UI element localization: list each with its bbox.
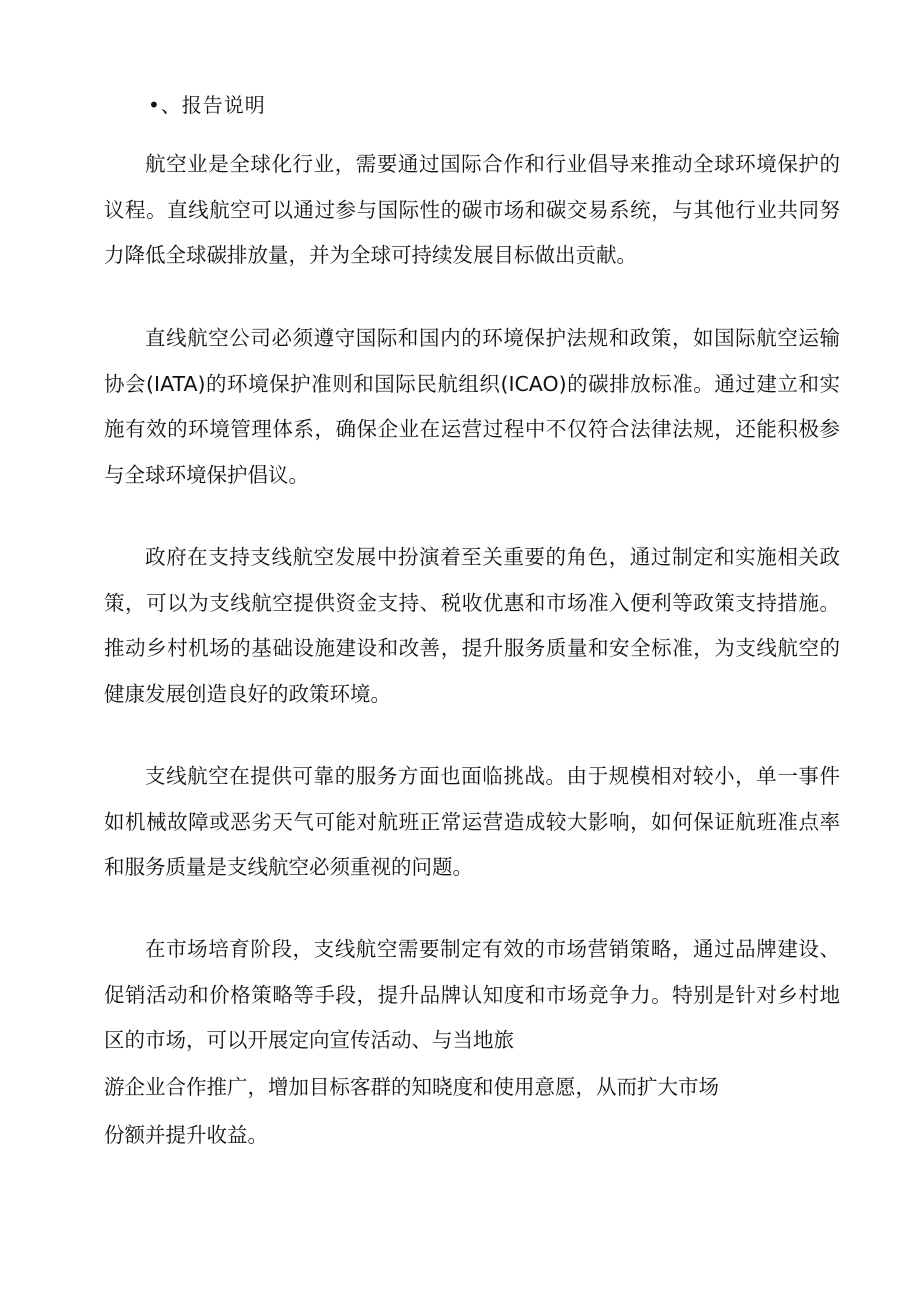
paragraph-government-support: 政府在支持支线航空发展中扮演着至关重要的角色，通过制定和实施相关政策，可以为支线航空提供资金支持、税收优惠和市场准入便利等政策支持措施。推动乡村机场的基础设施建设和改善，提升服务质量和安全标准，为支线航空的健康发展创造良好的政策环境。: [104, 545, 840, 706]
paragraph-regulations: 直线航空公司必须遵守国际和国内的环境保护法规和政策，如国际航空运输协会(IATA)的环境保护准则和国际民航组织(ICAO)的碳排放标准。通过建立和实施有效的环境管理体系，确保企业在运营过程中不仅符合法律法规，还能积极参与全球环境保护倡议。: [104, 326, 840, 487]
paragraph-global-cooperation: 航空业是全球化行业，需要通过国际合作和行业倡导来推动全球环境保护的议程。直线航空可以通过参与国际性的碳市场和碳交易系统，与其他行业共同努力降低全球碳排放量，并为全球可持续发展目标做出贡献。: [104, 152, 840, 267]
paragraph-final-line: 份额并提升收益。: [104, 1123, 268, 1147]
paragraph-service-challenges: 支线航空在提供可靠的服务方面也面临挑战。由于规模相对较小，单一事件如机械故障或恶劣天气可能对航班正常运营造成较大影响，如何保证航班准点率和服务质量是支线航空必须重视的问题。: [104, 764, 840, 879]
section-heading: •、报告说明: [148, 93, 266, 117]
paragraph-continuation-line: 游企业合作推广，增加目标客群的知晓度和使用意愿，从而扩大市场: [104, 1075, 719, 1099]
paragraph-market-cultivation: 在市场培育阶段，支线航空需要制定有效的市场营销策略，通过品牌建设、促销活动和价格策略等手段，提升品牌认知度和市场竞争力。特别是针对乡村地区的市场，可以开展定向宣传活动、与当地旅: [104, 937, 840, 1052]
